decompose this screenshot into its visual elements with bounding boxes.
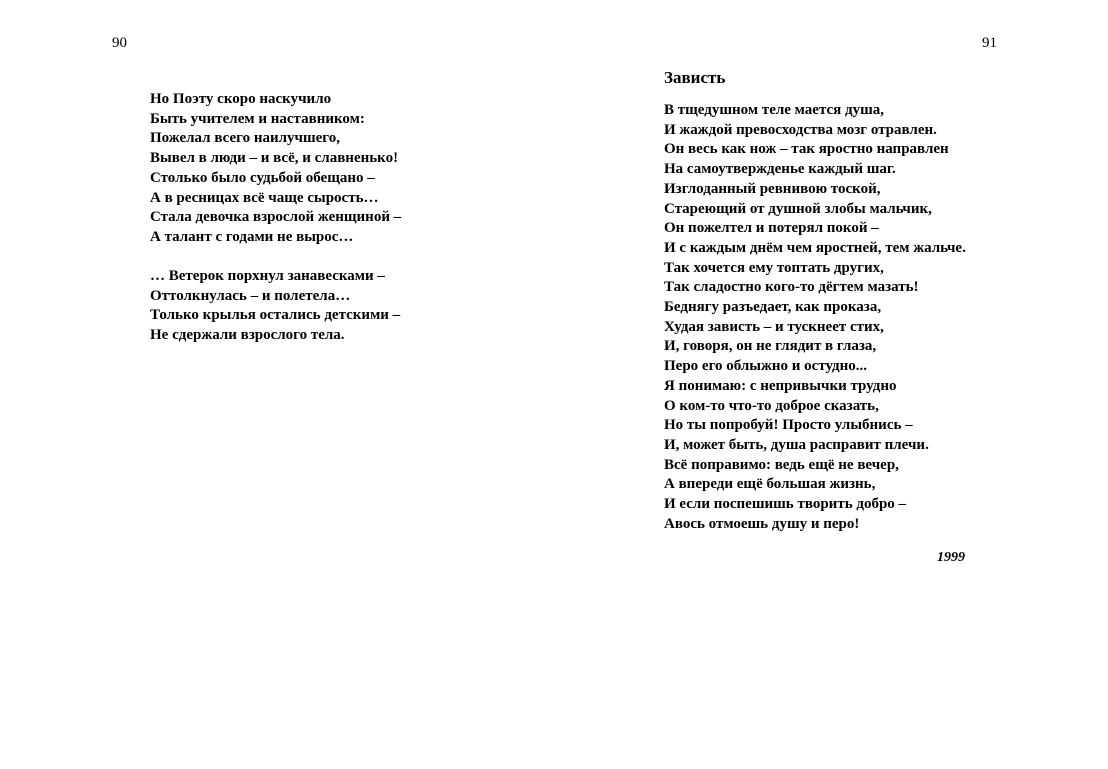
poem-line: Он весь как нож – так яростно направлен	[664, 141, 949, 158]
poem-line: А впереди ещё большая жизнь,	[664, 476, 876, 493]
poem-line: В тщедушном теле мается душа,	[664, 102, 885, 118]
poem-line: Так хочется ему топтать других,	[664, 259, 884, 276]
right-page	[554, 0, 1108, 769]
poem-line: Оттолкнулась – и полетела…	[150, 287, 351, 304]
poem-line: Изглоданный ревнивою тоской,	[664, 180, 881, 197]
poem-line: И жаждой превосходства мозг отравлен.	[664, 121, 937, 138]
poem-line: Беднягу разъедает, как проказа,	[664, 299, 882, 316]
left-page-number: 90	[112, 35, 127, 51]
poem-line: И с каждым днём чем яростней, тем жальче.	[664, 239, 966, 256]
poem-line: Худая зависть – и тускнеет стих,	[664, 318, 884, 335]
poem-line: И если поспешишь творить добро –	[664, 496, 907, 513]
poem-line: Я понимаю: с непривычки трудно	[664, 377, 897, 394]
poem-line: Но Поэту скоро наскучило	[150, 91, 332, 107]
poem-line: … Ветерок порхнул занавесками –	[150, 268, 385, 284]
poem-line: Столько было судьбой обещано –	[150, 169, 375, 186]
poem-line: Вывел в люди – и всё, и славненько!	[150, 150, 399, 167]
poem-line: Быть учителем и наставником:	[150, 110, 365, 127]
poem-line: Всё поправимо: ведь ещё не вечер,	[664, 456, 899, 473]
poem-body	[664, 101, 966, 534]
poem-date: 1999	[937, 550, 965, 565]
poem-line: Авось отмоешь душу и перо!	[664, 515, 860, 532]
poem-line: О ком-то что-то доброе сказать,	[664, 397, 879, 414]
poem-line: Не сдержали взрослого тела.	[150, 327, 345, 344]
poem-title: Зависть	[664, 68, 726, 87]
poem-line: И, может быть, душа расправит плечи.	[664, 436, 929, 453]
poem-line: Но ты попробуй! Просто улыбнись –	[664, 417, 913, 434]
poem-line: А в ресницах всё чаще сырость…	[150, 189, 379, 206]
poem-line: Он пожелтел и потерял покой –	[664, 220, 879, 237]
poem-line: Так сладостно кого-то дёгтем мазать!	[664, 279, 919, 296]
poem-line: А талант с годами не вырос…	[150, 228, 354, 245]
poem-line: Только крылья остались детскими –	[150, 307, 401, 324]
poem-line: Стала девочка взрослой женщиной –	[150, 209, 402, 226]
left-stanza-2	[150, 267, 400, 346]
left-stanza-1	[150, 90, 401, 248]
poem-line: И, говоря, он не глядит в глаза,	[664, 338, 877, 355]
poem-line: Стареющий от душной злобы мальчик,	[664, 200, 932, 217]
right-page-number: 91	[982, 35, 997, 51]
poem-line: Перо его облыжно и остудно...	[664, 358, 868, 375]
poem-line: На самоутвержденье каждый шаг.	[664, 161, 896, 178]
poem-line: Пожелал всего наилучшего,	[150, 130, 340, 147]
